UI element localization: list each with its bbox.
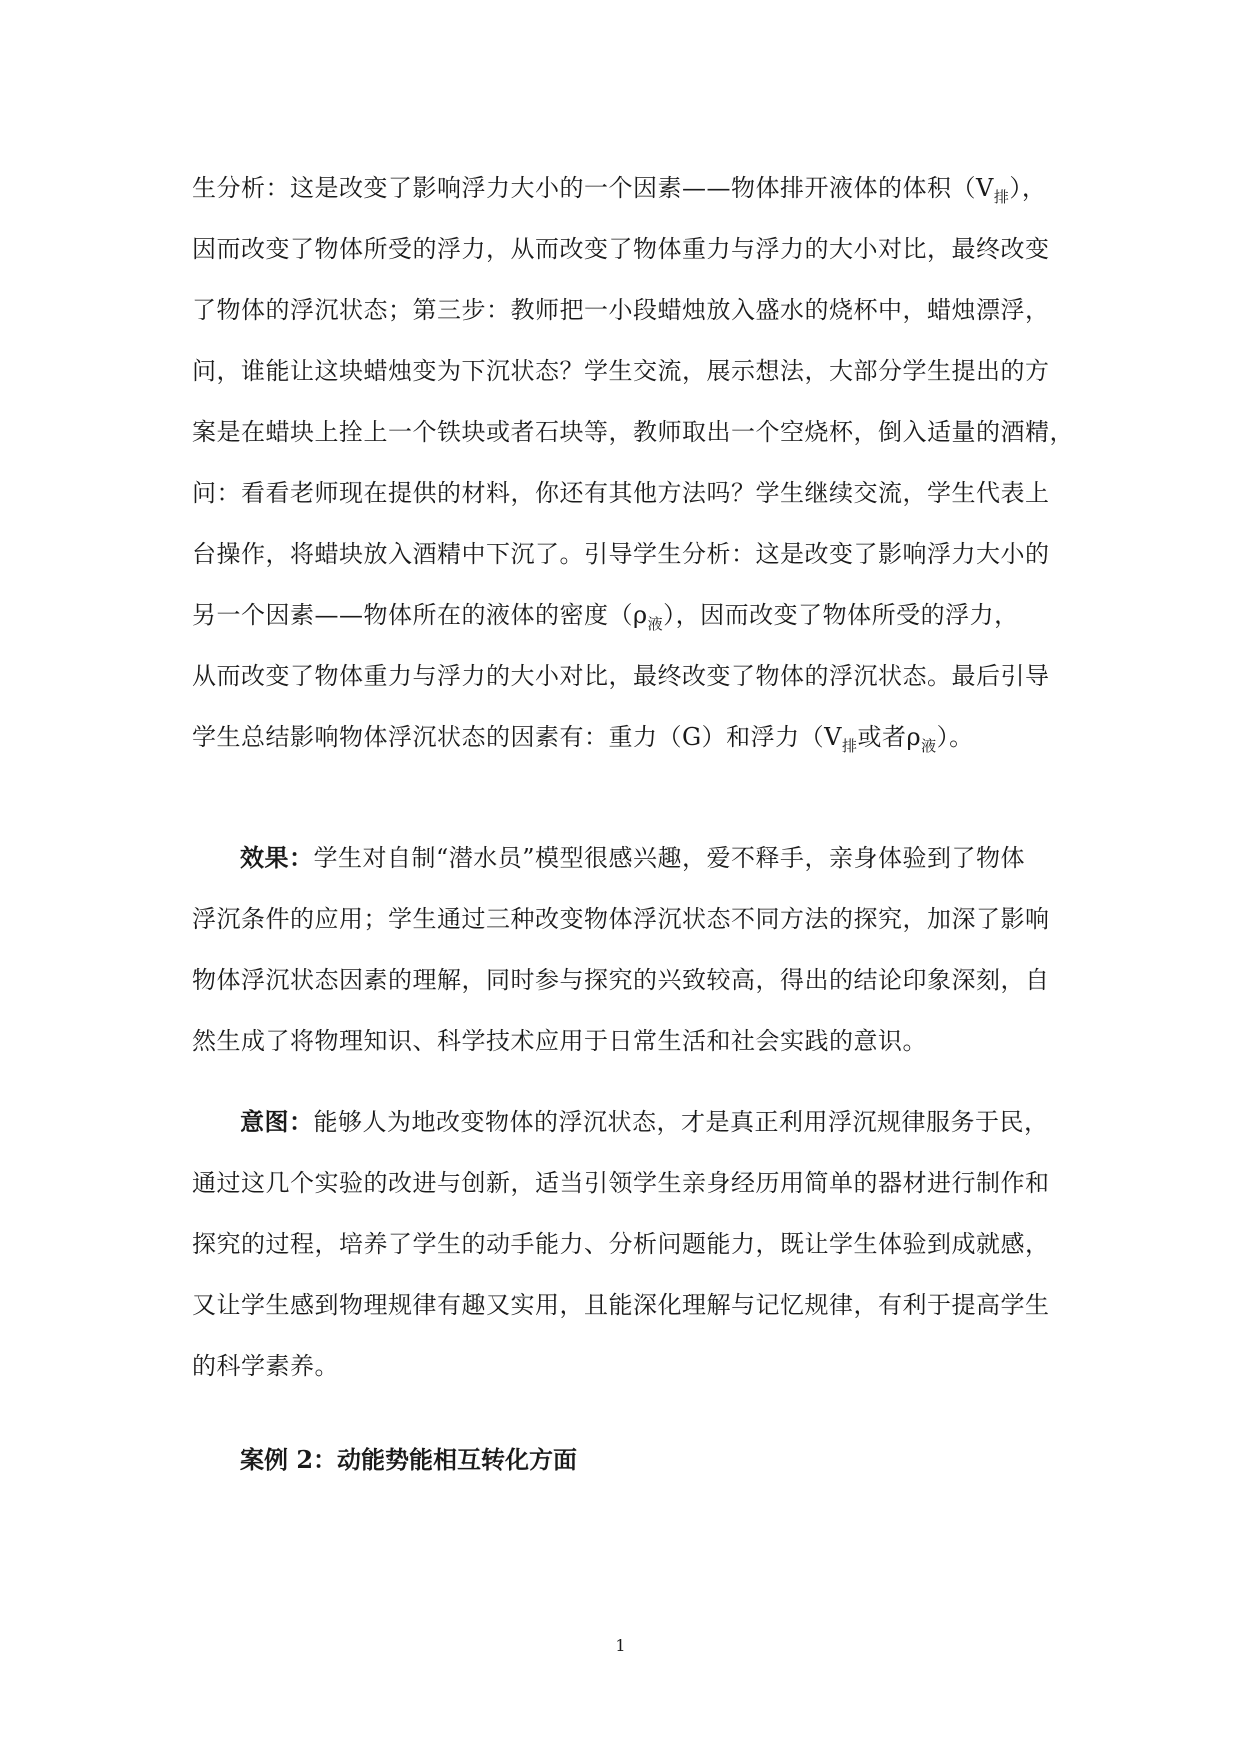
- text-line: 浮沉条件的应用；学生通过三种改变物体浮沉状态不同方法的探究，加深了影响: [192, 905, 1050, 933]
- text-line: 从而改变了物体重力与浮力的大小对比，最终改变了物体的浮沉状态。最后引导: [192, 662, 1050, 690]
- intent-label: 意图：: [240, 1107, 314, 1136]
- text-line: 物体浮沉状态因素的理解，同时参与探究的兴致较高，得出的结论印象深刻，自: [192, 966, 1050, 994]
- text-span: 能够人为地改变物体的浮沉状态，才是真正利用浮沉规律服务于民，: [313, 1108, 1049, 1136]
- text-line: 又让学生感到物理规律有趣又实用，且能深化理解与记忆规律，有利于提高学生: [192, 1291, 1050, 1319]
- text-span: 生分析：这是改变了影响浮力大小的一个因素——物体排开液体的体积（V: [192, 174, 994, 202]
- text-line: 探究的过程，培养了学生的动手能力、分析问题能力，既让学生体验到成就感，: [192, 1230, 1050, 1258]
- text-span: 学生总结影响物体浮沉状态的因素有：重力（G）和浮力（V: [192, 723, 843, 751]
- case-heading: 案例 2：动能势能相互转化方面: [240, 1445, 578, 1474]
- text-line: 台操作，将蜡块放入酒精中下沉了。引导学生分析：这是改变了影响浮力大小的: [192, 540, 1050, 568]
- text-line: 问，谁能让这块蜡烛变为下沉状态？学生交流，展示想法，大部分学生提出的方: [192, 357, 1050, 385]
- effect-label: 效果：: [240, 843, 314, 872]
- text-line: 因而改变了物体所受的浮力，从而改变了物体重力与浮力的大小对比，最终改变: [192, 235, 1050, 263]
- text-line: 的科学素养。: [192, 1352, 339, 1380]
- text-span: ）。: [936, 723, 974, 751]
- page-number: 1: [615, 1636, 626, 1655]
- text-line: [192, 717, 974, 757]
- text-span: 另一个因素——物体所在的液体的密度（ρ: [192, 601, 648, 629]
- text-line: [192, 595, 1019, 635]
- text-line: 了物体的浮沉状态；第三步：教师把一小段蜡烛放入盛水的烧杯中，蜡烛漂浮，: [192, 296, 1050, 324]
- text-line: [240, 838, 1025, 878]
- text-line: 案是在蜡块上拴上一个铁块或者石块等，教师取出一个空烧杯，倒入适量的酒精，: [192, 418, 1074, 446]
- text-line: 然生成了将物理知识、科学技术应用于日常生活和社会实践的意识。: [192, 1027, 927, 1055]
- text-span: 或者ρ: [857, 723, 922, 751]
- text-span: ），: [1009, 174, 1047, 202]
- subscript: 液: [647, 615, 664, 633]
- text-line: 通过这几个实验的改进与创新，适当引领学生亲身经历用简单的器材进行制作和: [192, 1169, 1050, 1197]
- text-span: ），因而改变了物体所受的浮力，: [663, 601, 1019, 629]
- text-line: 问：看看老师现在提供的材料，你还有其他方法吗？学生继续交流，学生代表上: [192, 479, 1050, 507]
- text-span: 学生对自制“潜水员”模型很感兴趣，爱不释手，亲身体验到了物体: [313, 844, 1026, 872]
- text-line: [192, 168, 1046, 208]
- subscript: 排: [842, 737, 858, 755]
- subscript: 液: [921, 737, 937, 755]
- text-line: [240, 1102, 1049, 1142]
- subscript: 排: [993, 188, 1010, 206]
